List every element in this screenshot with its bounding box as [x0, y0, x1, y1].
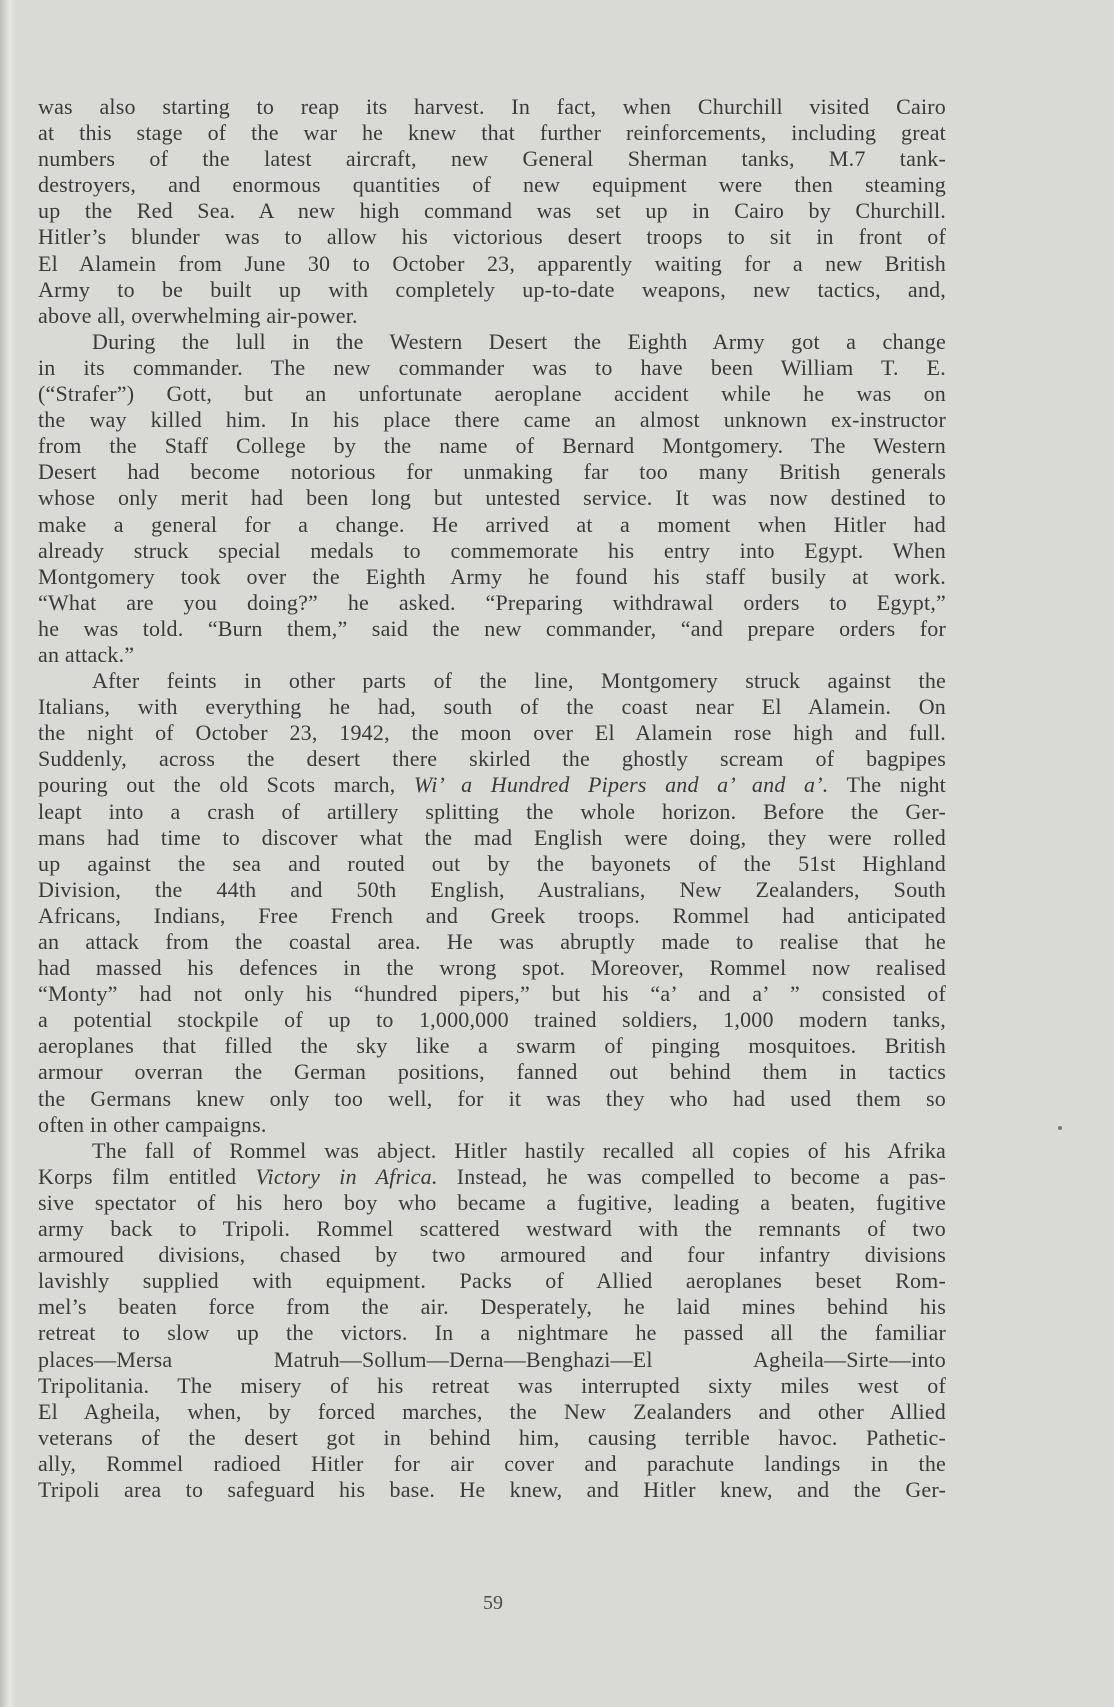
text-line: Tripolitania. The misery of his retreat was interrupted sixty miles west of — [38, 1372, 946, 1398]
body-text — [38, 94, 946, 1503]
text-line: El Agheila, when, by forced marches, the New Zealanders and other Allied — [38, 1398, 946, 1424]
text-line: whose only merit had been long but untested service. It was now destined to — [38, 485, 946, 511]
text-segment: Korps film entitled — [38, 1163, 237, 1189]
text-line: the way killed him. In his place there came an almost unknown ex-instructor — [38, 407, 946, 433]
text-line: an attack.” — [38, 641, 135, 667]
text-line: During the lull in the Western Desert the Eighth Army got a change — [92, 328, 946, 354]
text-line: aeroplanes that filled the sky like a swarm of pinging mosquitoes. British — [38, 1033, 946, 1059]
text-line: mans had time to discover what the mad English were doing, they were rolled — [38, 824, 946, 850]
text-line: lavishly supplied with equipment. Packs of Allied aeroplanes beset Rom- — [38, 1268, 946, 1294]
text-line: make a general for a change. He arrived at a moment when Hitler had — [38, 511, 946, 537]
text-line: veterans of the desert got in behind him, causing terrible havoc. Pathetic- — [38, 1424, 946, 1450]
text-line: retreat to slow up the victors. In a nightmare he passed all the familiar — [38, 1320, 946, 1346]
text-line: Desert had become notorious for unmaking far too many British generals — [38, 459, 946, 485]
text-line: army back to Tripoli. Rommel scattered westward with the remnants of two — [38, 1216, 946, 1242]
text-line: was also starting to reap its harvest. In fact, when Churchill visited Cairo — [38, 94, 946, 119]
text-line: El Alamein from June 30 to October 23, apparently waiting for a new British — [38, 250, 946, 276]
film-title: Victory in Africa. — [255, 1163, 438, 1189]
text-line: ally, Rommel radioed Hitler for air cover and parachute landings in the — [38, 1450, 946, 1476]
text-line: sive spectator of his hero boy who became a fugitive, leading a beaten, fugitive — [38, 1189, 946, 1215]
text-line: had massed his defences in the wrong spot. Moreover, Rommel now realised — [38, 955, 946, 981]
text-line-with-italic — [38, 772, 946, 798]
text-line: mel’s beaten force from the air. Desperately, he laid mines behind his — [38, 1294, 946, 1320]
text-line: Montgomery took over the Eighth Army he found his staff busily at work. — [38, 563, 946, 589]
song-title: Wi’ a Hundred Pipers and a’ and a’. — [413, 772, 829, 798]
text-line: Hitler’s blunder was to allow his victorious desert troops to sit in front of — [38, 224, 946, 250]
text-line: “Monty” had not only his “hundred pipers,” but his “a’ and a’ ” consisted of — [38, 981, 946, 1007]
text-line: in its commander. The new commander was to have been William T. E. — [38, 354, 946, 380]
text-line: Tripoli area to safeguard his base. He knew, and Hitler knew, and the Ger- — [38, 1476, 946, 1502]
page-speck — [1058, 1126, 1062, 1130]
text-line: Army to be built up with completely up-to-date weapons, new tactics, and, — [38, 276, 946, 302]
text-line: (“Strafer”) Gott, but an unfortunate aeroplane accident while he was on — [38, 381, 946, 407]
text-line: leapt into a crash of artillery splitting the whole horizon. Before the Ger- — [38, 798, 946, 824]
text-segment: pouring out the old Scots march, — [38, 772, 396, 798]
text-line-with-italic — [38, 1164, 946, 1190]
text-line: Suddenly, across the desert there skirled the ghostly scream of bagpipes — [38, 746, 946, 772]
text-line: from the Staff College by the name of Bernard Montgomery. The Western — [38, 433, 946, 459]
text-line: “What are you doing?” he asked. “Preparing withdrawal orders to Egypt,” — [38, 589, 946, 615]
text-line: he was told. “Burn them,” said the new commander, “and prepare orders for — [38, 615, 946, 641]
text-line: armoured divisions, chased by two armoured and four infantry divisions — [38, 1242, 946, 1268]
text-line: Division, the 44th and 50th English, Australians, New Zealanders, South — [38, 876, 946, 902]
page-number: 59 — [483, 1592, 503, 1614]
text-line: a potential stockpile of up to 1,000,000 trained soldiers, 1,000 modern tanks, — [38, 1007, 946, 1033]
text-segment: The night — [828, 772, 946, 798]
text-line: up the Red Sea. A new high command was set up in Cairo by Churchill. — [38, 198, 946, 224]
text-line: an attack from the coastal area. He was abruptly made to realise that he — [38, 929, 946, 954]
text-line: the night of October 23, 1942, the moon over El Alamein rose high and full. — [38, 720, 946, 746]
text-line: already struck special medals to commemorate his entry into Egypt. When — [38, 537, 946, 563]
text-line: above all, overwhelming air-power. — [38, 302, 358, 328]
text-line: armour overran the German positions, fanned out behind them in tactics — [38, 1059, 946, 1085]
text-line: often in other campaigns. — [38, 1111, 267, 1137]
text-line: numbers of the latest aircraft, new General Sherman tanks, M.7 tank- — [38, 146, 946, 172]
text-line: at this stage of the war he knew that further reinforcements, including great — [38, 120, 946, 146]
text-line: places—Mersa Matruh—Sollum—Derna—Benghazi—El Agheila—Sirte—into — [38, 1346, 946, 1372]
page-edge-shadow — [0, 0, 16, 1707]
text-line: Africans, Indians, Free French and Greek troops. Rommel had anticipated — [38, 902, 946, 928]
text-line: After feints in other parts of the line, Montgomery struck against the — [92, 668, 946, 694]
text-line: Italians, with everything he had, south of the coast near El Alamein. On — [38, 694, 946, 720]
text-line: destroyers, and enormous quantities of new equipment were then steaming — [38, 172, 946, 198]
text-line: The fall of Rommel was abject. Hitler hastily recalled all copies of his Afrika — [92, 1137, 946, 1163]
text-line: the Germans knew only too well, for it was they who had used them so — [38, 1085, 946, 1111]
text-segment: Instead, he was compelled to become a pas- — [437, 1163, 946, 1189]
text-line: up against the sea and routed out by the bayonets of the 51st Highland — [38, 850, 946, 876]
